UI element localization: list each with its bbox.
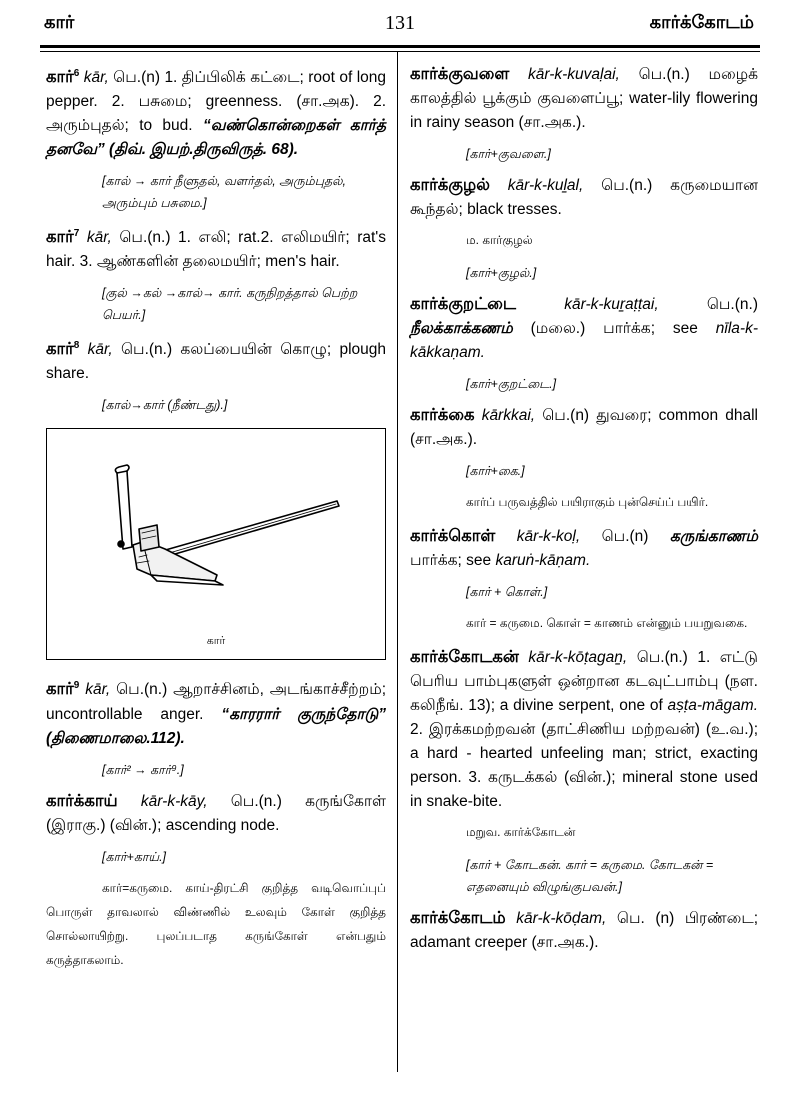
headword: கார் <box>46 340 74 359</box>
definition: பெ.(n) 1. திப்பிலிக் கட்டை; root of long pepper. 2. பசுமை; greenness. (சா.அக). 2. அரும்புதல்; to bud. <box>46 69 386 135</box>
entry-kar-6 <box>46 62 386 162</box>
entry-karkkotakan <box>410 645 758 814</box>
header-rule-thin <box>40 51 760 52</box>
entry-karkkotam <box>410 906 758 955</box>
column-divider <box>397 52 398 1072</box>
transliteration: kār, <box>83 69 109 87</box>
right-column <box>410 62 758 955</box>
header-right-guideword: கார்க்கோடம் <box>649 12 754 32</box>
transliteration: kārkkai, <box>481 407 536 424</box>
headword: கார் <box>46 680 74 699</box>
definition: பெ. (n) பிரண்டை; adamant creeper (சா.அக.). <box>410 910 758 951</box>
headword: கார்க்கோடகன் <box>410 648 519 666</box>
quotation: “வண்கொன்றைகள் கார்த் தனவே” (திவ். இயற்.திருவிருத். 68). <box>46 117 386 159</box>
explanatory-note: கார்ப் பருவத்தில் பயிராகும் புன்செய்ப் பயிர். <box>466 495 709 509</box>
transliteration: kār-k-kōṭagaṉ, <box>528 649 628 666</box>
headword: கார்க்குறட்டை <box>410 295 517 313</box>
definition: பெ.(n.) ஆறாச்சினம், அடங்காச்சீற்றம்; uncontrollable anger. <box>46 681 386 723</box>
transliteration: kār-k-kōḍam, <box>516 910 607 927</box>
headword: கார்க்குழல் <box>410 176 490 194</box>
entry-karkkay <box>46 789 386 838</box>
definition-cont: 2. இரக்கமற்றவன் (தாட்சிணிய மற்றவன்) (உ.வ.); a hard - hearted unfeeling man; strict, exacting person. 3. கருடக்கல் (வின்.); mineral stone used in snake-bite. <box>410 721 758 810</box>
entry-karkkai <box>410 403 758 452</box>
explanatory-note: கார்=கருமை. காய்-திரட்சி குறித்த வடிவொப்புப் பொருள் தாவலால் விண்ணில் உலவும் கோள் குறித்த சொல்லாயிற்று. புலப்படாத கருங்கோள் என்பதும் கருத்தாகலாம். <box>46 880 386 967</box>
entry-karkkol <box>410 524 758 573</box>
homonym-number: 6 <box>73 68 80 79</box>
homonym-number: 7 <box>73 228 80 240</box>
cross-reference-transliteration: karuṅ-kāṇam. <box>495 552 591 569</box>
entry-kar-8 <box>46 334 386 386</box>
transliteration: kār-k-kuḻal, <box>507 177 584 194</box>
headword: கார்க்காய் <box>46 791 118 810</box>
transliteration: kār, <box>87 341 113 359</box>
definition: பெ.(n) <box>580 528 670 545</box>
definition: பெ.(n.) மழைக் காலத்தில் பூக்கும் குவளைப்பூ; water-lily flowering in rainy season (சா.அக.). <box>410 66 758 131</box>
headword: கார்க்கை <box>410 406 475 424</box>
etymology: [கார்+குழல்.] <box>466 266 537 280</box>
transliteration: kār-k-koḷ, <box>516 528 581 545</box>
entry-karkkuzhal <box>410 173 758 222</box>
transliteration: kār-k-kuṟaṭṭai, <box>564 296 659 313</box>
etymology: [கால் → கார் நீளுதல், வளர்தல், அரும்புதல், அரும்பும் பசுமை.] <box>102 174 347 211</box>
quotation: “காரரார் குருந்தோடு” (திணைமாலை.112). <box>46 705 387 747</box>
plough-share-drawing <box>47 429 384 658</box>
cross-reference: நீலக்காக்கணம் <box>410 320 513 337</box>
definition: பெ.(n.) கலப்பையின் கொழு; plough share. <box>46 341 386 383</box>
etymology: [குல் →கல் →கால்→ கார். கருநிறத்தால் பெற்ற பெயர்.] <box>102 286 358 323</box>
etymology: [கால்→கார் (நீண்டது).] <box>102 398 228 413</box>
headword: கார்க்கொள் <box>410 527 496 545</box>
etymology: [கார் + கோடகன். கார் = கருமை. கோடகன் = எதனையும் விழுங்குபவன்.] <box>466 858 714 894</box>
definition: பெ.(n.) <box>658 296 758 313</box>
synonym-note: மறுவ. கார்க்கோடன் <box>466 825 576 839</box>
headword: கார் <box>46 68 74 87</box>
etymology: [கார்² → கார்⁹.] <box>102 762 184 777</box>
header-left-guideword: கார் <box>44 12 75 32</box>
page-header <box>0 12 800 48</box>
cross-reference: கருங்காணம் <box>669 528 758 545</box>
homonym-number: 8 <box>73 340 80 352</box>
transliteration: kār-k-kāy, <box>140 792 208 810</box>
definition: பெ.(n.) 1. எலி; rat.2. எலிமயிர்; rat's hair. 3. ஆண்களின் தலைமயிர்; men's hair. <box>46 229 386 271</box>
transliteration: kār-k-kuvaḷai, <box>527 66 620 83</box>
definition-cont: (மலை.) பார்க்க; see <box>512 320 716 337</box>
etymology: [கார்+குறட்டை.] <box>466 377 557 391</box>
transliteration: kār, <box>86 229 112 247</box>
transliteration: kār, <box>85 681 111 699</box>
etymology: [கார்+கை.] <box>466 464 525 478</box>
definition: பெ.(n.) கருங்கோள் (இராகு.) (வின்.); ascending node. <box>46 792 386 834</box>
definition-cont: பார்க்க; see <box>410 552 496 569</box>
definition: பெ.(n.) 1. எட்டு பெரிய பாம்புகளுள் ஒன்றான கடவுட்பாம்பு (நள. கலிநீங். 13); a divine serpent, one of <box>410 649 758 714</box>
cross-reference-transliteration: nīla-k-kākkaṇam. <box>410 320 758 361</box>
etymology: [கார்+குவளை.] <box>466 147 551 161</box>
definition: பெ.(n.) கருமையான கூந்தல்; black tresses. <box>410 177 759 218</box>
left-column <box>46 62 386 982</box>
definition: பெ.(n) துவரை; common dhall (சா.அக.). <box>410 407 758 448</box>
entry-karkkurattai <box>410 292 758 365</box>
figure-caption: கார் <box>206 635 226 648</box>
entry-kar-7 <box>46 222 386 274</box>
cognate-note: ம. கார்குழல் <box>466 233 533 247</box>
entry-karkkuvalai <box>410 62 758 135</box>
homonym-number: 9 <box>73 680 80 692</box>
headword: கார்க்குவளை <box>410 65 510 83</box>
explanatory-note: கார் = கருமை. கொள் = காணம் என்னும் பயறுவகை. <box>466 616 748 630</box>
headword: கார்க்கோடம் <box>410 909 506 927</box>
header-rule-thick <box>40 45 760 48</box>
plough-illustration <box>46 428 386 660</box>
etymology: [கார்+காய்.] <box>102 849 167 864</box>
entry-kar-9 <box>46 674 386 750</box>
headword: கார் <box>46 228 74 247</box>
definition-transliteration: aṣṭa-māgam. <box>667 697 758 714</box>
etymology: [கார் + கொள்.] <box>466 585 548 599</box>
page-number: 131 <box>385 12 415 34</box>
